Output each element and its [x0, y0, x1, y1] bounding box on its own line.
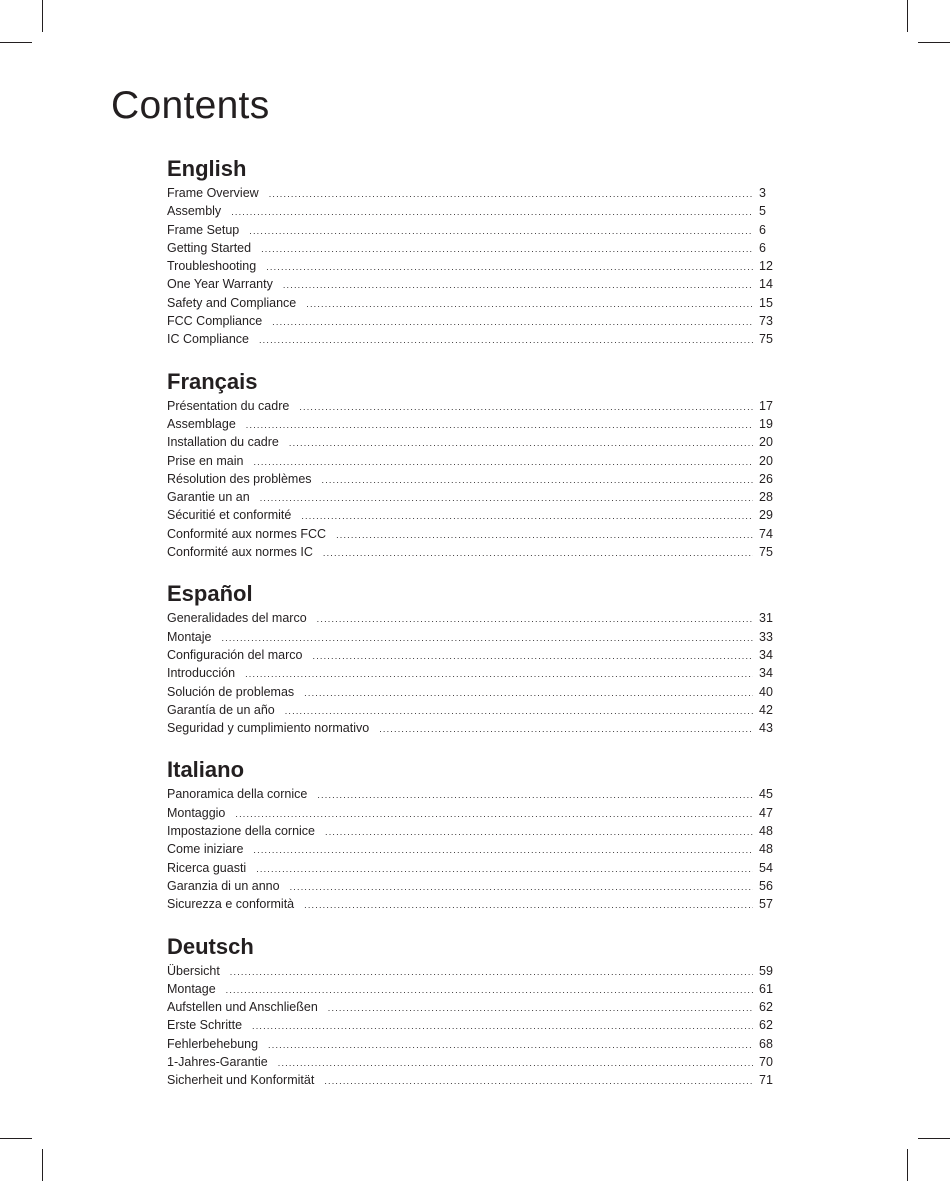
toc-entry[interactable] [167, 259, 781, 277]
entry-page: 3 [759, 186, 766, 200]
dot-leader [266, 262, 753, 272]
crop-mark-top-left-v [42, 0, 43, 32]
entry-page: 59 [759, 963, 773, 978]
crop-mark-bottom-right-h [918, 1138, 950, 1139]
section-heading: Español [167, 581, 253, 607]
dot-leader [272, 317, 753, 327]
dot-leader [226, 985, 753, 995]
entry-list [167, 186, 781, 351]
entry-label: Solución de problemas [167, 684, 295, 699]
entry-label: Troubleshooting [167, 259, 257, 274]
toc-entry[interactable] [167, 314, 781, 332]
dot-leader [304, 688, 753, 698]
toc-entry[interactable] [167, 1037, 781, 1055]
entry-label: Configuración del marco [167, 647, 303, 662]
crop-mark-top-left-h [0, 42, 32, 43]
dot-leader [230, 967, 753, 977]
toc-entry[interactable] [167, 241, 781, 259]
entry-page: 6 [759, 240, 766, 255]
toc-entry[interactable] [167, 435, 781, 453]
entry-page: 15 [759, 295, 773, 310]
toc-section-deutsch [167, 932, 781, 1092]
entry-label: Erste Schritte [167, 1018, 243, 1033]
entry-page: 74 [759, 526, 773, 541]
dot-leader [268, 1040, 753, 1050]
toc-entry[interactable] [167, 897, 781, 915]
toc-section-francais [167, 367, 781, 564]
dot-leader [322, 475, 753, 485]
dot-leader [317, 790, 753, 800]
entry-label: Impostazione della cornice [167, 824, 315, 839]
entry-page: 42 [759, 702, 773, 717]
entry-label: Frame Setup [167, 222, 240, 237]
toc-entry[interactable] [167, 1055, 781, 1073]
toc-section-english [167, 154, 781, 351]
entry-label: Aufstellen und Anschließen [167, 1000, 318, 1015]
dot-leader [285, 706, 753, 716]
toc-entry[interactable] [167, 1073, 781, 1091]
entry-page: 28 [759, 490, 773, 505]
dot-leader [246, 420, 753, 430]
toc-entry[interactable] [167, 508, 781, 526]
toc-entry[interactable] [167, 277, 781, 295]
entry-label: Montaje [167, 629, 212, 644]
entry-label: Sicurezza e conformità [167, 897, 295, 912]
entry-page: 34 [759, 647, 773, 662]
toc-section-espanol [167, 579, 781, 739]
dot-leader [221, 633, 753, 643]
entry-label: Conformité aux normes IC [167, 545, 313, 560]
toc-entry[interactable] [167, 666, 781, 684]
entry-page: 68 [759, 1036, 773, 1051]
section-heading: Italiano [167, 757, 245, 783]
dot-leader [289, 438, 753, 448]
section-heading: Deutsch [167, 933, 254, 959]
entry-label: Garantía de un año [167, 702, 275, 717]
entry-label: Présentation du cadre [167, 398, 290, 413]
dot-leader [269, 189, 753, 199]
entry-label: Prise en main [167, 453, 244, 468]
dot-leader [306, 299, 753, 309]
toc-entry[interactable] [167, 982, 781, 1000]
entry-label: Generalidades del marco [167, 611, 307, 626]
toc-entry[interactable] [167, 1000, 781, 1018]
dot-leader [231, 207, 753, 217]
toc-entry[interactable] [167, 648, 781, 666]
crop-mark-top-right-v [907, 0, 908, 32]
toc-entry[interactable] [167, 1018, 781, 1036]
dot-leader [328, 1003, 753, 1013]
dot-leader [256, 864, 753, 874]
entry-label: Montage [167, 981, 216, 996]
entry-page: 70 [759, 1054, 773, 1069]
dot-leader [260, 493, 753, 503]
toc-entry[interactable] [167, 296, 781, 314]
entry-page: 48 [759, 842, 773, 857]
entry-label: Panoramica della cornice [167, 787, 308, 802]
entry-page: 40 [759, 684, 773, 699]
entry-page: 20 [759, 453, 773, 468]
dot-leader [278, 1058, 753, 1068]
crop-mark-bottom-right-v [907, 1149, 908, 1181]
toc-entry[interactable] [167, 685, 781, 703]
entry-page: 71 [759, 1073, 773, 1088]
dot-leader [317, 614, 753, 624]
entry-label: Frame Overview [167, 186, 259, 200]
dot-leader [249, 226, 753, 236]
page-title: Contents [111, 84, 270, 127]
entry-page: 12 [759, 259, 773, 274]
entry-label: Ricerca guasti [167, 860, 247, 875]
entry-label: Sicherheit und Konformität [167, 1073, 315, 1088]
entry-page: 75 [759, 545, 773, 560]
dot-leader [313, 651, 754, 661]
entry-label: Assemblage [167, 416, 236, 431]
entry-label: FCC Compliance [167, 314, 263, 329]
entry-label: One Year Warranty [167, 277, 273, 292]
toc-entry[interactable] [167, 527, 781, 545]
entry-page: 20 [759, 435, 773, 450]
entry-label: Safety and Compliance [167, 295, 297, 310]
section-heading: Français [167, 368, 258, 394]
toc-entry[interactable] [167, 204, 781, 222]
toc-entry[interactable] [167, 806, 781, 824]
crop-mark-top-right-h [918, 42, 950, 43]
dot-leader [299, 402, 753, 412]
toc-entry[interactable] [167, 417, 781, 435]
toc-entry[interactable] [167, 399, 781, 417]
entry-page: 31 [759, 611, 773, 626]
entry-page: 54 [759, 860, 773, 875]
entry-list [167, 787, 781, 915]
toc-entry[interactable] [167, 721, 781, 739]
entry-page: 75 [759, 332, 773, 347]
entry-list [167, 964, 781, 1092]
toc-section-italiano [167, 755, 781, 915]
toc-entry[interactable] [167, 824, 781, 842]
toc-entry[interactable] [167, 223, 781, 241]
entry-list [167, 399, 781, 564]
entry-page: 48 [759, 824, 773, 839]
entry-page: 57 [759, 897, 773, 912]
entry-page: 14 [759, 277, 773, 292]
dot-leader [253, 457, 753, 467]
toc-entry[interactable] [167, 472, 781, 490]
entry-label: Seguridad y cumplimiento normativo [167, 721, 370, 736]
dot-leader [235, 809, 753, 819]
dot-leader [245, 669, 753, 679]
toc-entry[interactable] [167, 964, 781, 982]
dot-leader [253, 845, 753, 855]
dot-leader [336, 530, 753, 540]
entry-label: Conformité aux normes FCC [167, 526, 327, 541]
dot-leader [379, 724, 753, 734]
entry-label: Fehlerbehebung [167, 1036, 259, 1051]
entry-page: 56 [759, 878, 773, 893]
crop-mark-bottom-left-v [42, 1149, 43, 1181]
dot-leader [252, 1021, 753, 1031]
dot-leader [261, 244, 753, 254]
dot-leader [324, 1076, 753, 1086]
table-of-contents [167, 154, 781, 1108]
dot-leader [259, 335, 753, 345]
entry-label: Getting Started [167, 240, 252, 255]
entry-page: 45 [759, 787, 773, 802]
toc-entry[interactable] [167, 454, 781, 472]
entry-page: 43 [759, 721, 773, 736]
entry-page: 47 [759, 805, 773, 820]
toc-entry[interactable] [167, 490, 781, 508]
toc-entry[interactable] [167, 787, 781, 805]
entry-page: 61 [759, 981, 773, 996]
toc-entry[interactable] [167, 879, 781, 897]
entry-page: 34 [759, 666, 773, 681]
entry-label: Come iniziare [167, 842, 244, 857]
entry-page: 6 [759, 222, 766, 237]
toc-entry[interactable] [167, 611, 781, 629]
dot-leader [290, 882, 753, 892]
entry-label: Assembly [167, 204, 222, 219]
entry-label: Garantie un an [167, 490, 250, 505]
dot-leader [283, 280, 753, 290]
entry-label: 1-Jahres-Garantie [167, 1054, 268, 1069]
dot-leader [301, 511, 753, 521]
entry-label: Montaggio [167, 805, 226, 820]
entry-label: Installation du cadre [167, 435, 279, 450]
entry-page: 33 [759, 629, 773, 644]
toc-entry[interactable] [167, 545, 781, 563]
entry-label: Übersicht [167, 963, 220, 978]
toc-entry[interactable] [167, 332, 781, 350]
entry-label: Introducción [167, 666, 236, 681]
dot-leader [304, 900, 753, 910]
toc-entry[interactable] [167, 630, 781, 648]
crop-mark-bottom-left-h [0, 1138, 32, 1139]
dot-leader [325, 827, 753, 837]
entry-page: 19 [759, 416, 773, 431]
toc-entry[interactable] [167, 186, 781, 204]
entry-page: 62 [759, 1018, 773, 1033]
entry-page: 62 [759, 1000, 773, 1015]
entry-label: Garanzia di un anno [167, 878, 280, 893]
entry-page: 5 [759, 204, 766, 219]
entry-page: 26 [759, 471, 773, 486]
entry-label: Sécuritié et conformité [167, 508, 292, 523]
entry-page: 73 [759, 314, 773, 329]
toc-entry[interactable] [167, 703, 781, 721]
entry-page: 29 [759, 508, 773, 523]
dot-leader [323, 548, 753, 558]
entry-label: Résolution des problèmes [167, 471, 312, 486]
entry-label: IC Compliance [167, 332, 249, 347]
toc-entry[interactable] [167, 861, 781, 879]
entry-page: 17 [759, 398, 773, 413]
section-heading: English [167, 156, 247, 181]
toc-entry[interactable] [167, 842, 781, 860]
entry-list [167, 611, 781, 739]
